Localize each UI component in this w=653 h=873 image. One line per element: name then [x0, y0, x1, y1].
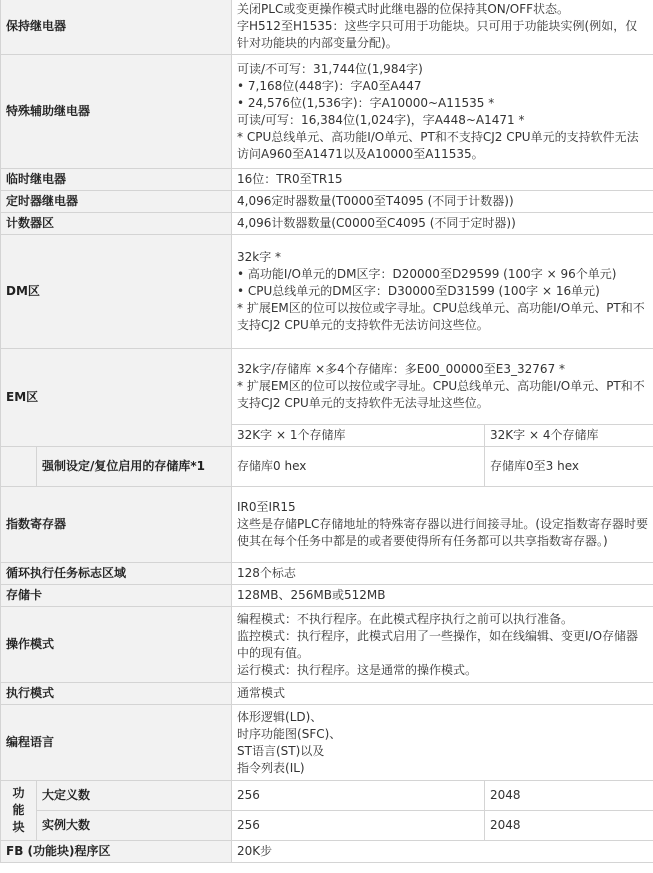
holding-relay-value: [232, 0, 653, 55]
fb-max-definitions-a: 256: [232, 781, 485, 811]
operation-mode-line: 监控模式：执行程序，此模式启用了一些操作，如在线编辑、变更I/O存储器中的现有值。: [237, 628, 639, 660]
dm-area-line: • 高功能I/O单元的DM区字：D20000至D29599 (100字 × 96个单元): [237, 267, 617, 281]
row-em-force-bank: [1, 447, 653, 487]
em-force-bank-a: 存储库0 hex: [232, 447, 485, 487]
programming-language-value: [232, 705, 653, 781]
temp-relay-label: 临时继电器: [1, 169, 232, 191]
fb-max-definitions-b: 2048: [485, 781, 653, 811]
fb-max-instances-a: 256: [232, 811, 485, 841]
programming-language-label: 编程语言: [1, 705, 232, 781]
row-programming-language: [1, 705, 653, 781]
function-block-char: 能: [12, 803, 25, 817]
em-force-indent: [1, 447, 37, 487]
row-fb-max-instances: [1, 811, 653, 841]
row-special-aux-relay: [1, 55, 653, 169]
execution-mode-label: 执行模式: [1, 683, 232, 705]
special-aux-relay-line: • 7,168位(448字)：字A0至A447: [237, 78, 422, 93]
em-force-bank-b: 存储库0至3 hex: [485, 447, 653, 487]
holding-relay-label: 保持继电器: [1, 0, 232, 55]
programming-language-line: 指令列表(IL): [237, 760, 305, 775]
row-cyclic-task-flag: [1, 563, 653, 585]
memory-card-label: 存储卡: [1, 585, 232, 607]
row-em-area: [1, 349, 653, 425]
fb-program-area-value: 20K步: [232, 841, 653, 863]
function-block-label: [1, 781, 37, 841]
operation-mode-line: 运行模式：执行程序。这是通常的操作模式。: [237, 662, 478, 677]
memory-card-value: 128MB、256MB或512MB: [232, 585, 653, 607]
em-area-value: [232, 349, 653, 425]
dm-area-line: * 扩展EM区的位可以按位或字寻址。CPU总线单元、高功能I/O单元、PT和不支持CJ2 CPU单元的支持软件无法访问这些位。: [237, 301, 645, 332]
row-counter-area: [1, 213, 653, 235]
counter-area-label: 计数器区: [1, 213, 232, 235]
operation-mode-label: 操作模式: [1, 607, 232, 683]
index-register-value: [232, 487, 653, 563]
special-aux-relay-line: 可读/可写：16,384位(1,024字)，字A448~A1471 *: [237, 112, 525, 127]
function-block-char: 块: [12, 820, 25, 834]
row-holding-relay: [1, 0, 653, 55]
row-index-register: [1, 487, 653, 563]
special-aux-relay-value: [232, 55, 653, 169]
fb-max-definitions-label: 大定义数: [37, 781, 232, 811]
row-fb-max-definitions: [1, 781, 653, 811]
programming-language-line: 时序功能图(SFC)、: [237, 726, 342, 741]
special-aux-relay-line: 可读/不可写：31,744位(1,984字): [237, 61, 423, 76]
dm-area-line: • CPU总线单元的DM区字：D30000至D31599 (100字 × 16单元): [237, 284, 600, 298]
timer-relay-label: 定时器继电器: [1, 191, 232, 213]
em-area-col-a: 32K字 × 1个存储库: [232, 425, 485, 447]
row-fb-program-area: [1, 841, 653, 863]
em-area-line: 32k字/存储库 ×多4个存储库：多E00_00000至E3_32767 *: [237, 362, 566, 376]
execution-mode-value: 通常模式: [232, 683, 653, 705]
row-memory-card: [1, 585, 653, 607]
special-aux-relay-line: • 24,576位(1,536字)：字A10000~A11535 *: [237, 95, 495, 110]
programming-language-line: ST语言(ST)以及: [237, 743, 325, 758]
row-timer-relay: [1, 191, 653, 213]
operation-mode-line: 编程模式：不执行程序。在此模式程序执行之前可以执行准备。: [237, 611, 574, 626]
function-block-char: 功: [12, 786, 25, 800]
dm-area-label: DM区: [1, 235, 232, 349]
fb-program-area-label: FB (功能块)程序区: [1, 841, 232, 863]
dm-area-value: [232, 235, 653, 349]
temp-relay-value: 16位：TR0至TR15: [232, 169, 653, 191]
index-register-line: 这些是存储PLC存储地址的特殊寄存器以进行间接寻址。(设定指数寄存器时要使其在每个任务中都是的或者要使得所有任务都可以共享指数寄存器。): [237, 517, 649, 548]
special-aux-relay-line: * CPU总线单元、高功能I/O单元、PT和不支持CJ2 CPU单元的支持软件无法访问A960至A1471以及A10000至A11535。: [237, 129, 639, 161]
holding-relay-line: 关闭PLC或变更操作模式时此继电器的位保持其ON/OFF状态。: [237, 2, 570, 16]
em-area-line: * 扩展EM区的位可以按位或字寻址。CPU总线单元、高功能I/O单元、PT和不支持CJ2 CPU单元的支持软件无法寻址这些位。: [237, 379, 645, 410]
index-register-label: 指数寄存器: [1, 487, 232, 563]
index-register-line: IR0至IR15: [237, 500, 296, 514]
row-operation-mode: [1, 607, 653, 683]
operation-mode-value: [232, 607, 653, 683]
row-temp-relay: [1, 169, 653, 191]
row-execution-mode: [1, 683, 653, 705]
em-force-bank-label: 强制设定/复位启用的存储库*1: [37, 447, 232, 487]
dm-area-line: 32k字 *: [237, 250, 282, 264]
cyclic-task-flag-label: 循环执行任务标志区域: [1, 563, 232, 585]
holding-relay-line: 字H512至H1535：这些字只可用于功能块。只可用于功能块实例(例如，仅针对功能块的内部变量分配)。: [237, 19, 638, 50]
timer-relay-value: 4,096定时器数量(T0000至T4095 (不同于计数器)): [232, 191, 653, 213]
programming-language-line: 体形逻辑(LD)、: [237, 709, 323, 724]
counter-area-value: 4,096计数器数量(C0000至C4095 (不同于定时器)): [232, 213, 653, 235]
cyclic-task-flag-value: 128个标志: [232, 563, 653, 585]
em-area-col-b: 32K字 × 4个存储库: [485, 425, 653, 447]
row-dm-area: [1, 235, 653, 349]
special-aux-relay-label: 特殊辅助继电器: [1, 55, 232, 169]
fb-max-instances-label: 实例大数: [37, 811, 232, 841]
fb-max-instances-b: 2048: [485, 811, 653, 841]
em-area-label: EM区: [1, 349, 232, 447]
